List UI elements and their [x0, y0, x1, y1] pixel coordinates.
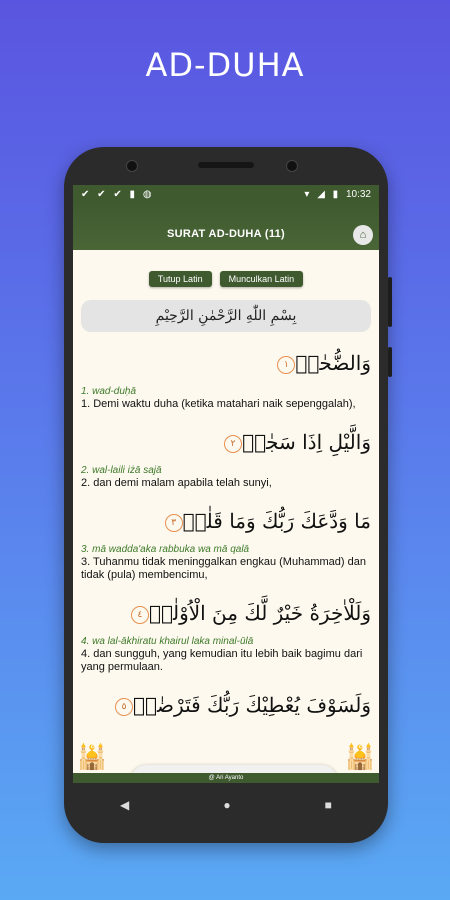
phone-frame	[64, 147, 388, 843]
footer-credit: @ Ari Ayanto	[73, 773, 379, 783]
ayah-arabic: وَلَلْاٰخِرَةُ خَيْرٌ لَّكَ مِنَ الْاُوْلٰىۗ	[148, 601, 371, 625]
ayah-translation: 2. dan demi malam apabila telah sunyi,	[81, 477, 272, 489]
home-button[interactable]	[353, 225, 373, 245]
back-icon[interactable]: ◀	[120, 798, 130, 812]
ayah-arabic: مَا وَدَّعَكَ رَبُّكَ وَمَا قَلٰىۗ	[182, 509, 371, 533]
ayah-item	[81, 427, 371, 490]
ayah-translation: 4. dan sungguh, yang kemudian itu lebih baik bagimu dari yang permulaan.	[81, 648, 363, 673]
app-screen	[73, 185, 379, 783]
ayah-number: ٥	[115, 698, 133, 716]
home-nav-icon[interactable]: ●	[223, 798, 231, 812]
signal-icon: ◢	[317, 188, 325, 200]
ayah-item	[81, 506, 371, 582]
ayah-number: ٣	[165, 514, 183, 532]
ayah-number: ١	[277, 356, 295, 374]
volume-button	[388, 277, 392, 327]
check-icon: ✔	[113, 188, 122, 200]
ayah-latin: 1. wad-duḥā	[81, 386, 137, 397]
recents-icon[interactable]: ■	[324, 798, 332, 812]
ayah-arabic: وَالَّيْلِ اِذَا سَجٰىۙ	[242, 430, 371, 454]
phone-speaker	[198, 162, 254, 168]
ayah-arabic: وَالضُّحٰىۙ	[295, 351, 371, 375]
mosque-icon: 🕌	[77, 744, 107, 771]
camera-icon	[126, 160, 138, 172]
system-navbar	[73, 783, 379, 827]
ayah-item	[81, 598, 371, 674]
ayah-list	[73, 348, 379, 720]
show-latin-button[interactable]: Munculkan Latin	[220, 271, 304, 287]
circle-icon: ◍	[142, 188, 152, 200]
hide-latin-button[interactable]: Tutup Latin	[149, 271, 212, 287]
status-time: 10:32	[345, 188, 371, 200]
status-bar	[73, 185, 379, 203]
wifi-icon: ▾	[304, 188, 310, 200]
ayah-number: ٤	[131, 606, 149, 624]
check-icon: ✔	[97, 188, 106, 200]
check-icon: ✔	[81, 188, 90, 200]
ayah-latin: 4. wa lal-ākhiratu khairul laka minal-ūlā	[81, 636, 254, 647]
battery-icon: ▮	[332, 188, 339, 200]
ayah-item	[81, 348, 371, 411]
sim-icon: ▮	[129, 188, 136, 200]
sensor-icon	[286, 160, 298, 172]
ayah-translation: 1. Demi waktu duha (ketika matahari naik sepenggalah),	[81, 398, 356, 410]
mosque-icon: 🕌	[345, 744, 375, 771]
ayah-number: ٢	[224, 435, 242, 453]
ayah-latin: 2. wal-laili iżā sajā	[81, 465, 162, 476]
home-icon: ⌂	[359, 229, 367, 241]
ayah-translation: 3. Tuhanmu tidak meninggalkan engkau (Muhammad) dan tidak (pula) membencimu,	[81, 556, 366, 581]
power-button	[388, 347, 392, 377]
basmala: بِسْمِ اللّٰهِ الرَّحْمٰنِ الرَّحِيْمِ	[81, 300, 371, 332]
ayah-latin: 3. mā wadda'aka rabbuka wa mā qalā	[81, 544, 250, 555]
app-bar	[73, 203, 379, 250]
page-title: SURAT AD-DUHA (11)	[166, 227, 286, 240]
promo-title: AD-DUHA	[145, 46, 305, 84]
ayah-arabic: وَلَسَوْفَ يُعْطِيْكَ رَبُّكَ فَتَرْضٰىۗ	[133, 693, 371, 717]
phone-top	[64, 147, 388, 185]
ayah-item	[81, 690, 371, 720]
